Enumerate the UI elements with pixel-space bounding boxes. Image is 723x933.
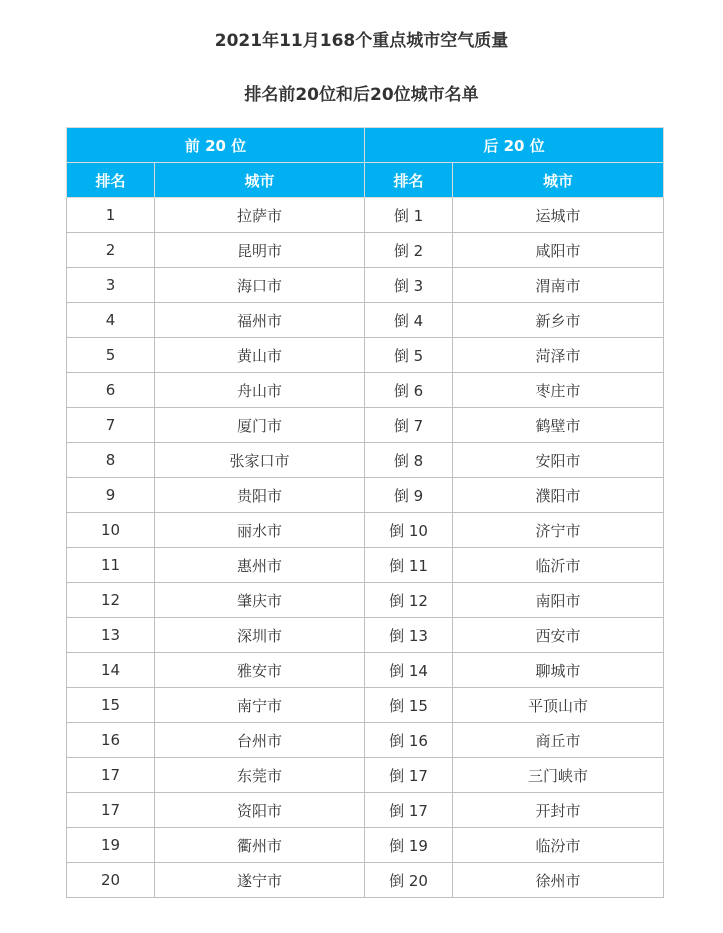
table-row [67,198,664,233]
rank-back-cell: 倒 5 [365,338,453,373]
rank-cell: 3 [67,268,155,303]
rank-back-cell: 倒 1 [365,198,453,233]
city-back-cell: 临汾市 [453,828,664,863]
city-cell: 丽水市 [155,513,365,548]
table-row [67,513,664,548]
table-row [67,793,664,828]
city-back-cell: 枣庄市 [453,373,664,408]
rank-cell: 12 [67,583,155,618]
table-row [67,688,664,723]
city-cell: 资阳市 [155,793,365,828]
city-cell: 张家口市 [155,443,365,478]
table-row [67,408,664,443]
city-cell: 拉萨市 [155,198,365,233]
city-back-cell: 聊城市 [453,653,664,688]
table-row [67,338,664,373]
rank-back-cell: 倒 11 [365,548,453,583]
table-row [67,723,664,758]
city-cell: 黄山市 [155,338,365,373]
city-back-cell: 濮阳市 [453,478,664,513]
rank-back-cell: 倒 19 [365,828,453,863]
city-back-cell: 新乡市 [453,303,664,338]
city-back-cell: 济宁市 [453,513,664,548]
city-back-cell: 西安市 [453,618,664,653]
rank-back-cell: 倒 7 [365,408,453,443]
city-back-cell: 开封市 [453,793,664,828]
city-cell: 昆明市 [155,233,365,268]
rank-back-cell: 倒 12 [365,583,453,618]
rank-cell: 17 [67,758,155,793]
city-back-cell: 平顶山市 [453,688,664,723]
rank-back-cell: 倒 6 [365,373,453,408]
city-cell: 遂宁市 [155,863,365,898]
rank-back-cell: 倒 17 [365,793,453,828]
rank-cell: 11 [67,548,155,583]
table-row [67,443,664,478]
group-header-bottom20: 后 20 位 [365,128,664,163]
rank-back-cell: 倒 17 [365,758,453,793]
table-row [67,268,664,303]
city-cell: 台州市 [155,723,365,758]
col-header-city-back: 城市 [453,163,664,198]
city-back-cell: 渭南市 [453,268,664,303]
rank-cell: 17 [67,793,155,828]
rank-back-cell: 倒 13 [365,618,453,653]
rank-back-cell: 倒 4 [365,303,453,338]
rank-cell: 5 [67,338,155,373]
col-header-city: 城市 [155,163,365,198]
table-row [67,548,664,583]
rank-cell: 1 [67,198,155,233]
city-cell: 惠州市 [155,548,365,583]
table-row [67,863,664,898]
ranking-table [66,127,664,898]
city-back-cell: 徐州市 [453,863,664,898]
rank-back-cell: 倒 9 [365,478,453,513]
rank-cell: 20 [67,863,155,898]
city-back-cell: 安阳市 [453,443,664,478]
column-header-row [67,163,664,198]
rank-cell: 10 [67,513,155,548]
city-cell: 厦门市 [155,408,365,443]
rank-cell: 9 [67,478,155,513]
table-row [67,583,664,618]
city-cell: 贵阳市 [155,478,365,513]
page-title: 2021年11月168个重点城市空气质量 [214,31,509,51]
table-row [67,233,664,268]
city-cell: 南宁市 [155,688,365,723]
city-back-cell: 南阳市 [453,583,664,618]
rank-cell: 14 [67,653,155,688]
city-cell: 深圳市 [155,618,365,653]
city-cell: 雅安市 [155,653,365,688]
rank-cell: 4 [67,303,155,338]
table-row [67,303,664,338]
col-header-rank: 排名 [67,163,155,198]
rank-cell: 7 [67,408,155,443]
rank-back-cell: 倒 2 [365,233,453,268]
city-cell: 肇庆市 [155,583,365,618]
city-cell: 衢州市 [155,828,365,863]
group-header-top20: 前 20 位 [67,128,365,163]
table-row [67,478,664,513]
col-header-rank-back: 排名 [365,163,453,198]
city-back-cell: 运城市 [453,198,664,233]
city-back-cell: 菏泽市 [453,338,664,373]
rank-back-cell: 倒 15 [365,688,453,723]
table-row [67,373,664,408]
rank-cell: 6 [67,373,155,408]
city-cell: 东莞市 [155,758,365,793]
city-back-cell: 临沂市 [453,548,664,583]
rank-cell: 13 [67,618,155,653]
rank-back-cell: 倒 16 [365,723,453,758]
city-back-cell: 鹤壁市 [453,408,664,443]
city-back-cell: 三门峡市 [453,758,664,793]
rank-back-cell: 倒 3 [365,268,453,303]
city-cell: 海口市 [155,268,365,303]
rank-back-cell: 倒 14 [365,653,453,688]
table-row [67,758,664,793]
city-back-cell: 咸阳市 [453,233,664,268]
rank-cell: 2 [67,233,155,268]
group-header-row [67,128,664,163]
rank-back-cell: 倒 8 [365,443,453,478]
rank-back-cell: 倒 10 [365,513,453,548]
city-back-cell: 商丘市 [453,723,664,758]
city-cell: 福州市 [155,303,365,338]
table-row [67,828,664,863]
rank-cell: 15 [67,688,155,723]
city-cell: 舟山市 [155,373,365,408]
rank-back-cell: 倒 20 [365,863,453,898]
table-row [67,618,664,653]
rank-cell: 19 [67,828,155,863]
page-subtitle: 排名前20位和后20位城市名单 [244,85,479,105]
table-row [67,653,664,688]
rank-cell: 16 [67,723,155,758]
rank-cell: 8 [67,443,155,478]
